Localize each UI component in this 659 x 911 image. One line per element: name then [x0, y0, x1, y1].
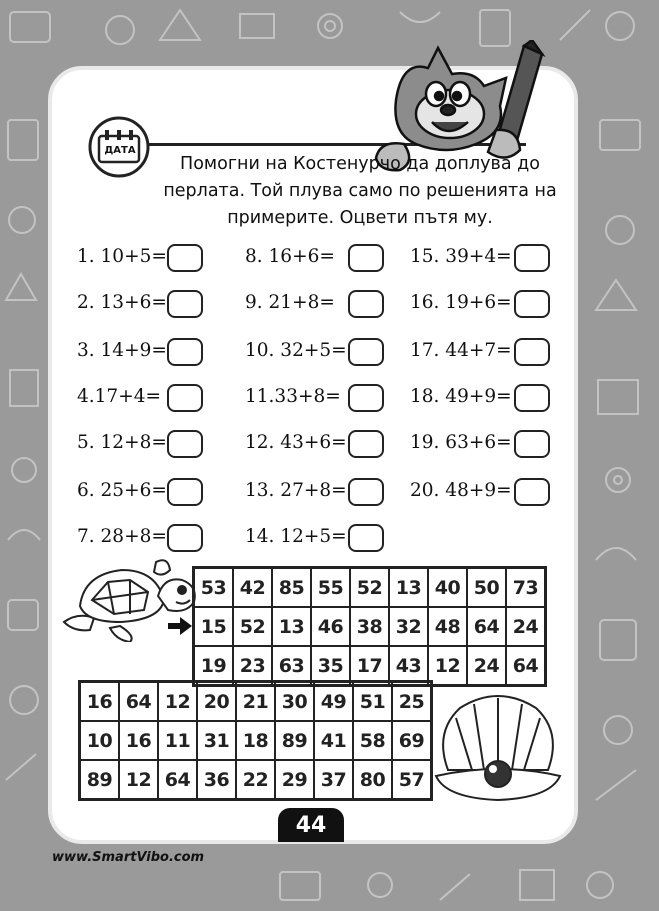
answer-box[interactable] [167, 478, 203, 506]
maze-cell[interactable]: 69 [392, 721, 431, 760]
answer-box[interactable] [348, 430, 384, 458]
answer-box[interactable] [514, 384, 550, 412]
answer-box[interactable] [348, 290, 384, 318]
maze-cell[interactable]: 89 [275, 721, 314, 760]
maze-cell[interactable]: 57 [392, 760, 431, 799]
exercise-label: 18. 49+9= [410, 386, 512, 407]
answer-box[interactable] [514, 478, 550, 506]
maze-cell[interactable]: 51 [353, 682, 392, 721]
exercise-label: 12. 43+6= [245, 432, 347, 453]
maze-cell[interactable]: 25 [392, 682, 431, 721]
maze-cell[interactable]: 15 [194, 607, 233, 646]
maze-cell[interactable]: 36 [197, 760, 236, 799]
start-arrow-icon [168, 617, 192, 635]
exercise-label: 4.17+4= [77, 386, 161, 407]
exercise-label: 14. 12+5= [245, 526, 347, 547]
exercise-label: 2. 13+6= [77, 292, 167, 313]
exercise-label: 10. 32+5= [245, 340, 347, 361]
maze-grid-top [192, 566, 547, 687]
exercise-label: 16. 19+6= [410, 292, 512, 313]
answer-box[interactable] [514, 430, 550, 458]
maze-cell[interactable]: 80 [353, 760, 392, 799]
answer-box[interactable] [348, 384, 384, 412]
maze-cell[interactable]: 49 [314, 682, 353, 721]
maze-cell[interactable]: 17 [350, 646, 389, 685]
answer-box[interactable] [167, 244, 203, 272]
maze-cell[interactable]: 73 [506, 568, 545, 607]
answer-box[interactable] [348, 244, 384, 272]
instruction-line: перлата. Той плува само по решенията на [163, 181, 557, 201]
maze-cell[interactable]: 48 [428, 607, 467, 646]
maze-cell[interactable]: 64 [119, 682, 158, 721]
maze-cell[interactable]: 53 [194, 568, 233, 607]
maze-cell[interactable]: 50 [467, 568, 506, 607]
maze-cell[interactable]: 89 [80, 760, 119, 799]
maze-cell[interactable]: 58 [353, 721, 392, 760]
maze-cell[interactable]: 12 [428, 646, 467, 685]
exercise-label: 15. 39+4= [410, 246, 512, 267]
maze-cell[interactable]: 35 [311, 646, 350, 685]
maze-cell[interactable]: 16 [119, 721, 158, 760]
maze-grid-bottom [78, 680, 433, 801]
exercise-label: 6. 25+6= [77, 480, 167, 501]
page-number: 44 [278, 808, 344, 842]
maze-cell[interactable]: 46 [311, 607, 350, 646]
answer-box[interactable] [348, 338, 384, 366]
maze-cell[interactable]: 42 [233, 568, 272, 607]
maze-cell[interactable]: 64 [506, 646, 545, 685]
answer-box[interactable] [167, 384, 203, 412]
exercise-label: 20. 48+9= [410, 480, 512, 501]
maze-cell[interactable]: 55 [311, 568, 350, 607]
maze-cell[interactable]: 85 [272, 568, 311, 607]
exercise-label: 13. 27+8= [245, 480, 347, 501]
maze-cell[interactable]: 52 [233, 607, 272, 646]
exercise-label: 9. 21+8= [245, 292, 335, 313]
maze-cell[interactable]: 22 [236, 760, 275, 799]
exercise-label: 3. 14+9= [77, 340, 167, 361]
answer-box[interactable] [348, 478, 384, 506]
exercise-label: 17. 44+7= [410, 340, 512, 361]
maze-cell[interactable]: 64 [467, 607, 506, 646]
maze-cell[interactable]: 32 [389, 607, 428, 646]
instruction-line: Помогни на Костенурчо да доплува до [180, 154, 540, 174]
maze-cell[interactable]: 41 [314, 721, 353, 760]
maze-cell[interactable]: 64 [158, 760, 197, 799]
calendar-icon [88, 116, 150, 178]
maze-cell[interactable]: 24 [506, 607, 545, 646]
answer-box[interactable] [167, 524, 203, 552]
answer-box[interactable] [514, 290, 550, 318]
maze-cell[interactable]: 12 [158, 682, 197, 721]
answer-box[interactable] [514, 338, 550, 366]
instruction-line: примерите. Оцвети пътя му. [227, 208, 493, 228]
shell-pearl-illustration [430, 692, 566, 804]
answer-box[interactable] [167, 290, 203, 318]
exercise-label: 7. 28+8= [77, 526, 167, 547]
maze-cell[interactable]: 30 [275, 682, 314, 721]
answer-box[interactable] [514, 244, 550, 272]
date-label: ДАТА [104, 145, 136, 156]
maze-cell[interactable]: 52 [350, 568, 389, 607]
maze-cell[interactable]: 43 [389, 646, 428, 685]
maze-cell[interactable]: 19 [194, 646, 233, 685]
exercise-label: 5. 12+8= [77, 432, 167, 453]
maze-cell[interactable]: 13 [272, 607, 311, 646]
answer-box[interactable] [167, 338, 203, 366]
maze-cell[interactable]: 29 [275, 760, 314, 799]
maze-cell[interactable]: 11 [158, 721, 197, 760]
exercise-label: 1. 10+5= [77, 246, 167, 267]
website-link[interactable]: www.SmartVibo.com [52, 850, 205, 865]
maze-cell[interactable]: 12 [119, 760, 158, 799]
maze-cell[interactable]: 20 [197, 682, 236, 721]
maze-cell[interactable]: 24 [467, 646, 506, 685]
maze-cell[interactable]: 63 [272, 646, 311, 685]
maze-cell[interactable]: 18 [236, 721, 275, 760]
exercise-label: 11.33+8= [245, 386, 341, 407]
instruction-text [150, 151, 570, 232]
exercise-label: 8. 16+6= [245, 246, 335, 267]
answer-box[interactable] [348, 524, 384, 552]
maze-cell[interactable]: 23 [233, 646, 272, 685]
answer-box[interactable] [167, 430, 203, 458]
maze-cell[interactable]: 10 [80, 721, 119, 760]
maze-cell[interactable]: 40 [428, 568, 467, 607]
maze-cell[interactable]: 31 [197, 721, 236, 760]
maze-cell[interactable]: 16 [80, 682, 119, 721]
maze-cell[interactable]: 37 [314, 760, 353, 799]
maze-cell[interactable]: 38 [350, 607, 389, 646]
maze-cell[interactable]: 21 [236, 682, 275, 721]
maze-cell[interactable]: 13 [389, 568, 428, 607]
exercise-label: 19. 63+6= [410, 432, 512, 453]
